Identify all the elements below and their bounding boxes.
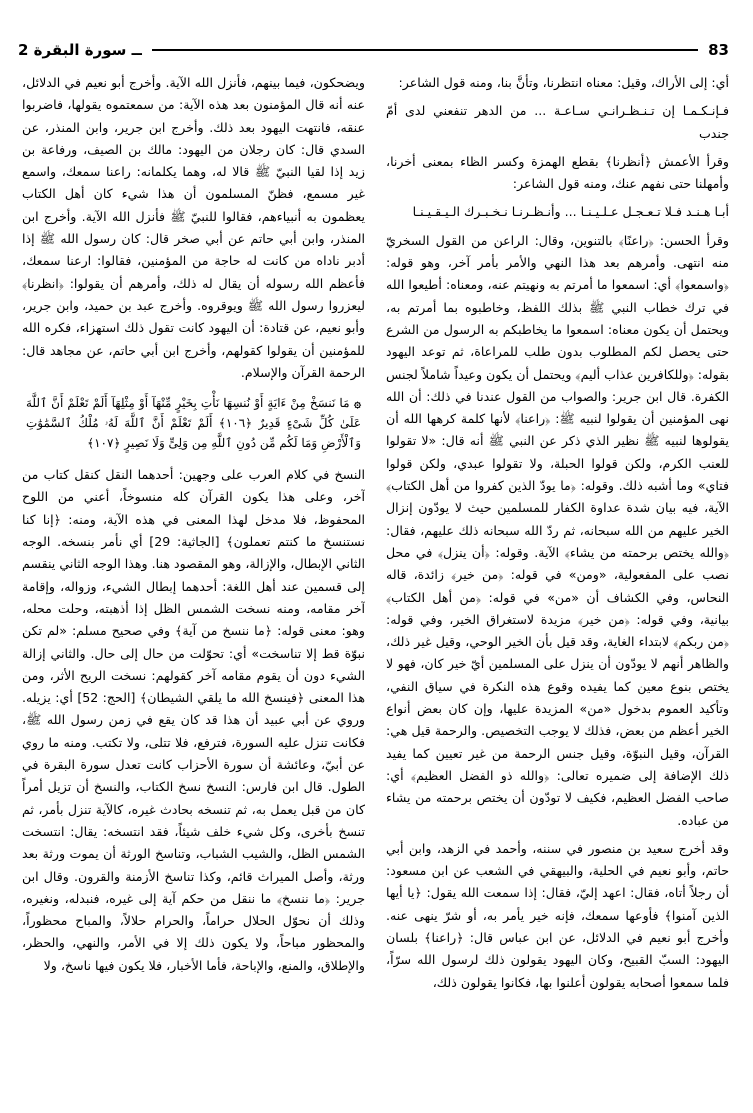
quran-verse-text: مَا نَنسَخْ مِنْ ءَايَةٍ أَوْ نُنسِهَا نَأْتِ بِخَيْرٍ مِّنْهَآ أَوْ مِثْلِهَآ أَلَمْ تَعْلَمْ أَنَّ ٱللَّهَ عَلَىٰ كُلِّ شَىْءٍ قَدِيرٌ ﴿١٠٦﴾ أَلَمْ تَعْلَمْ أَنَّ ٱللَّهَ لَهُۥ مُلْكُ ٱلسَّمَٰوَٰتِ وَٱلْأَرْضِ وَمَا لَكُم مِّن دُونِ ٱللَّهِ مِن وَلِىٍّ وَلَا نَصِيرٍ ﴿١٠٧﴾ — [26, 396, 362, 451]
paragraph: النسخ في كلام العرب على وجهين: أحدهما النقل كنقل كتاب من آخر، وعلى هذا يكون القرآن كله منسوخاً، أعني من اللوح المحفوظ، فلا مدخل لهذا المعنى في هذه الآية، ومنه: ﴿إنا كنا نستنسخ ما كنتم تعملون﴾ [الجاثية: 29] أي نأمر بنسخه. الوجه الثاني الإبطال، والإزالة، وهو المقصود هنا. وهذا الوجه الثاني ينقسم إلى قسمين عند أهل اللغة: أحدهما إبطال الشيء، وزواله، وإقامة آخر مقامه، ومنه نسخت الشمس الظل إذا أذهبته، وحلت محله، وهو: معنى قوله: ﴿ما ننسخ من آية﴾ وفي صحيح مسلم: «لم تكن نبوّة قط إلا تناسخت» أي: تحوّلت من حال إلى حال. والثاني إزالة الشيء دون أن يقوم مقامه آخر كقولهم: نسخت الريح الأثر، ومن هذا المعنى ﴿فينسخ الله ما يلقي الشيطان﴾ [الحج: 52] أي: يزيله. وروي عن أبي عبيد أن هذا قد كان يقع في زمن رسول الله ﷺ، فكانت تنزل عليه السورة، فترفع، فلا تتلى، ولا تكتب. ومنه ما روي عن أبيّ، وعائشة أن سورة الأحزاب كانت تعدل سورة البقرة في الطول. قال ابن فارس: النسخ نسخ الكتاب، والنسخ أن تزيل أمراً كان من قبل يعمل به، ثم تنسخه بحادث غيره، كالآية تنزل بأمر، ثم تنسخ بأخرى، وكل شيء خلف شيئاً، فقد انتسخه: يقال: انتسخت الشمس الظل، والشيب الشباب، وتناسخ الورثة أن يموت ورثة بعد ورثة، وأصل الميراث قائم، وكذا تناسخ الأزمنة والقرون. وقال ابن جرير: ﴿ما ننسخ﴾ ما ننقل من حكم آية إلى غيره، فنبدله، ونغيره، وذلك أن نحوّل الحلال حراماً، والحرام حلالاً، والمباح محظوراً، والمحظور مباحاً، ولا يكون ذلك إلا في الأمر، والنهي، والحظر، والإطلاق، والمنع، والإباحة، فأما الأخبار، فلا يكون فيها ناسخ، ولا — [22, 467, 365, 973]
paragraph: وقد أخرج سعيد بن منصور في سننه، وأحمد في الزهد، وابن أبي حاتم، وأبو نعيم في الحلية، والبيهقي في الشعب عن ابن مسعود: أن رجلاً أتاه، فقال: اعهد إليّ، فقال: إذا سمعت الله يقول: ﴿يا أيها الذين آمنوا﴾ فأوعها سمعك، فإنه خير يأمر به، أو شرّ ينهى عنه. وأخرج أبو نعيم في الدلائل، عن ابن عباس قال: ﴿راعنا﴾ بلسان اليهود: السبّ القبيح، وكان اليهود يقولون ذلك لرسول الله سرّاً، فلما سمعوا أصحابه يقولون أعلنوا بها، فكانوا يقولون ذلك، — [386, 840, 729, 990]
header-rule — [152, 49, 698, 51]
paragraph: وقرأ الأعمش ﴿أنظرنا﴾ بقطع الهمزة وكسر الظاء بمعنى أخرنا، وأمهلنا حتى نفهم عنك، ومنه قول الشاعر: — [386, 153, 729, 192]
poem-verse: فـإنـكـمـا إن تـنـظـرانـي سـاعـة ... من الدهر تنفعني لدى أمّ جندب — [386, 103, 729, 141]
quran-verse-block — [22, 390, 365, 456]
left-column — [22, 72, 365, 1102]
right-column — [386, 72, 729, 1102]
paragraph: ويضحكون، فيما بينهم، فأنزل الله الآية. وأخرج أبو نعيم في الدلائل، عنه أنه قال المؤمنون بعد هذه الآية: من سمعتموه يقولها، فاضربوا عنقه، فانتهت اليهود بعد ذلك. وأخرج ابن جرير، وابن المنذر، عن السدي قال: كان رجلان من اليهود: مالك بن الصيف، ورفاعة بن زيد إذا لقيا النبيّ ﷺ قالا له، وهما يكلمانه: راعنا سمعك، واسمع غير مسمع، فظنّ المسلمون أن هذا شيء كان أهل الكتاب يعظمون به أنبياءهم، فقالوا للنبيّ ﷺ فأنزل الله الآية. وأخرج ابن المنذر، وابن أبي حاتم عن أبي صخر قال: كان رسول الله ﷺ إذا أدبر ناداه من كانت له حاجة من المؤمنين، فقالوا: ارعنا سمعك، فأعظم الله رسوله أن يقال له ذلك، وأمرهم أن يقولوا: ﴿انظرنا﴾ ليعزروا رسول الله ﷺ ويوقروه. وأخرج عبد بن حميد، وابن جرير، وأبو نعيم، عن قتادة: أن اليهود كانت تقول ذلك استهزاء، فكره الله للمؤمنين أن يقولوا كقولهم، وأخرج ابن أبي حاتم، عن مجاهد قال: الرحمة القرآن والإسلام. — [22, 75, 365, 380]
surah-title: 2 ــ سورة البقرة — [18, 41, 142, 59]
page-number: 83 — [708, 41, 729, 59]
page-header — [18, 38, 729, 62]
text-columns — [22, 72, 729, 1102]
poem-verse: أبـا هـنـد فـلا تـعـجـل عـلـيـنـا ... وأنـظـرنـا نـخـبـرك الـيـقـيـنـا — [412, 204, 729, 220]
paragraph: وقرأ الحسن: ﴿راعنًا﴾ بالتنوين، وقال: الراعن من القول السخريّ منه انتهى. وأمرهم بعد هذا النهي والأمر بأمر آخر، وهو قوله: ﴿واسمعوا﴾ أي: اسمعوا ما أمرتم به ونهيتم عنه، ومعناه: أطيعوا الله في ترك خطاب النبي ﷺ بذلك اللفظ، وخاطبوه بما أمرتم به، ويحتمل أن يكون معناه: اسمعوا ما يخاطبكم به الرسول من الشرع حتى يحصل لكم المطلوب بدون طلب للمراعاة، ثم توعد اليهود بقوله: ﴿وللكافرين عذاب أليم﴾ ويحتمل أن يكون وعيداً شاملاً لجنس الكفرة. قال ابن جرير: والصواب من القول عندنا في ذلك: أن الله نهى المؤمنين أن يقولوا لنبيه ﷺ: ﴿راعنا﴾ لأنها كلمة كرهها الله أن يقولوها لنبيه ﷺ نظير الذي ذكر عن النبي ﷺ أنه قال: «لا تقولوا للعنب الكرم، ولكن قولوا الحبلة، ولا تقولوا عبدي، ولكن قولوا فتاي» وما أشبه ذلك. وقوله: ﴿ما يودّ الذين كفروا من أهل الكتاب﴾ الآية، فيه بيان شدة عداوة الكفار للمسلمين حيث لا يودّون إنزال الخير عليهم من الله سبحانه، ثم ردّ الله سبحانه ذلك عليهم، فقال: ﴿والله يختص برحمته من يشاء﴾ الآية. وقوله: ﴿أن ينزل﴾ في محل نصب على المفعولية، «ومن» في قوله: ﴿من خير﴾ زائدة، قاله النحاس، وفي الكشاف أن «من» في قوله: ﴿من أهل الكتاب﴾ بيانية، وفي قوله: ﴿من خير﴾ مزيدة لاستغراق الخير، وفي قوله: ﴿من ربكم﴾ لابتداء الغاية، وقد قيل بأن الخير الوحي، وقيل غير ذلك، والظاهر أنهم لا يودّون أن ينزل على المسلمين أيّ خير كان، فهو لا يختص بنوع معين كما يفيده وقوع هذه النكرة في سياق النفي، وتأكيد العموم بدخول «من» المزيدة عليها، وإن كان بعض أنواع الخير أعظم من بعض، فذلك لا يوجب التخصيص. والرحمة قيل هي: القرآن، وقيل النبوّة، وقيل جنس الرحمة من غير تعيين كما يفيد ذلك الإضافة إلى ضميره تعالى: ﴿والله ذو الفضل العظيم﴾ أي: صاحب الفضل العظيم، فكيف لا تودّون أن يختص برحمته من يشاء من عباده. — [386, 232, 729, 828]
paragraph: أي: إلى الأراك، وقيل: معناه انتظرنا، وتأنَّ بنا، ومنه قول الشاعر: — [398, 75, 729, 90]
star-icon: ۞ — [349, 396, 361, 411]
